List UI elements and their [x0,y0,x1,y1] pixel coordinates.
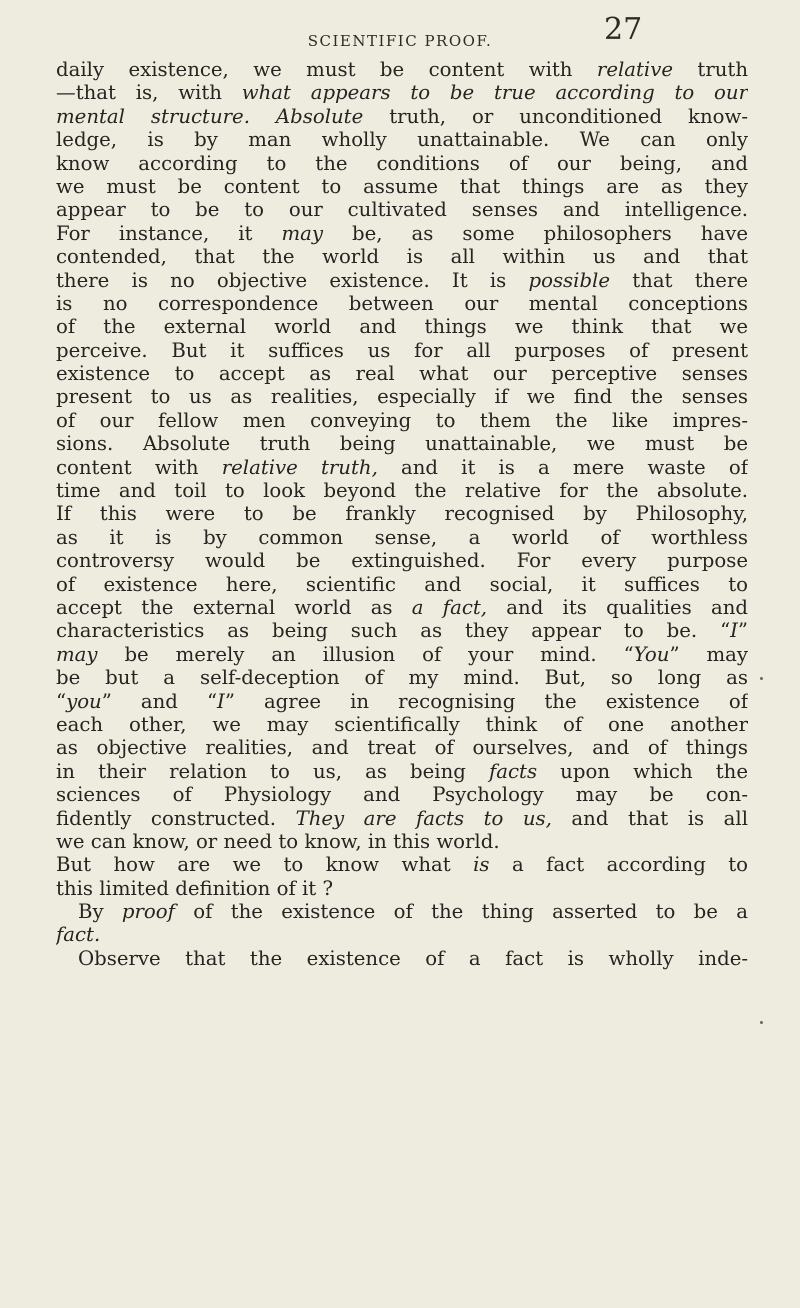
italic-text: you [66,689,102,713]
text-span: characteristics as being such as they appear to be. “ [56,619,731,643]
text-line [56,923,748,946]
text-span: ” may [669,642,748,666]
text-span: time and toil to look beyond the relative for the absolute. [56,479,748,503]
text-span [250,105,276,128]
text-line [56,58,748,81]
text-span: and its qualities and [487,595,748,619]
text-line [56,409,748,432]
text-span: For instance, it [56,221,282,245]
text-span: as it is by common sense, a world of worthless [56,525,748,549]
text-span: —that is, with [56,81,242,105]
text-span: By [78,900,122,924]
italic-text: may [56,642,98,666]
text-span: know according to the conditions of our being, and [56,151,748,175]
page-number: 27 [604,12,643,47]
text-line [56,573,748,596]
text-span: content with [56,455,222,479]
text-span: be but a self-deception of my mind. But, so long as [56,666,748,690]
italic-text: I [217,689,225,713]
text-span: as objective realities, and treat of ourselves, and of things [56,736,748,760]
text-span: that there [610,268,748,292]
text-span: fidently constructed. [56,806,296,830]
text-span: be merely an illusion of your mind. “ [97,642,634,666]
text-line [56,432,748,455]
italic-text: You [633,642,670,666]
print-speck [760,1021,763,1024]
text-span: truth, or unconditioned know- [363,104,748,128]
text-line [56,222,748,245]
running-head-title: SCIENTIFIC PROOF. [307,32,493,50]
text-span: controversy would be extinguished. For every purpose [56,549,748,573]
text-line [56,643,748,666]
running-head [0,12,800,50]
italic-text: is [473,853,490,877]
text-line [56,315,748,338]
text-span: of our fellow men conveying to them the like impres- [56,408,748,432]
italic-text: Absolute [275,104,364,128]
text-line [56,81,748,104]
text-line [56,105,748,128]
text-span: we must be content to assume that things are as they [56,174,748,198]
text-line [56,269,748,292]
italic-text: relative truth, [221,455,378,479]
text-line [56,900,748,923]
text-span: existence to accept as real what our perceptive senses [56,362,748,386]
body-text [56,58,748,970]
text-span: of the external world and things we think that we [56,315,748,339]
text-span: each other, we may scientifically think of one another [56,712,748,736]
italic-text: mental structure. [56,104,250,128]
text-span: appear to be to our cultivated senses and intelligence. [56,198,748,222]
text-span: in their relation to us, as being [56,759,489,783]
text-span: contended, that the world is all within us and that [56,245,748,269]
text-span: and that is all [551,806,748,830]
text-span: perceive. But it suffices us for all purposes of present [56,338,748,362]
print-speck [760,677,763,680]
text-span: truth [672,58,748,81]
text-line [56,713,748,736]
text-line [56,690,748,713]
text-line [56,502,748,525]
text-line [56,152,748,175]
text-line [56,783,748,806]
text-span: we can know, or need to know, in this world. [56,829,500,853]
text-line [56,198,748,221]
text-span: and it is a mere waste of [377,455,748,479]
text-span: of the existence of the thing asserted to be a [174,900,748,924]
text-span: be, as some philosophers have [322,221,748,245]
text-span: present to us as realities, especially if we find the senses [56,385,748,409]
italic-text: fact. [56,923,101,947]
text-line [56,807,748,830]
text-span: ledge, is by man wholly unattainable. We can only [56,128,748,152]
text-span: sions. Absolute truth being unattainable, we must be [56,432,748,456]
text-span: “ [56,689,67,713]
text-line [56,479,748,502]
text-line [56,666,748,689]
text-line [56,830,748,853]
text-line [56,736,748,759]
italic-text: proof [121,900,175,924]
text-line [56,385,748,408]
text-span: ” agree in recognising the existence of [224,689,748,713]
text-span: ” [737,619,748,643]
text-span: a fact according to [489,853,748,877]
text-line [56,549,748,572]
text-span: of existence here, scientific and social, it suffices to [56,572,748,596]
text-line [56,128,748,151]
text-line [56,596,748,619]
text-line [56,526,748,549]
text-span: ” and “ [101,689,218,713]
text-span: But how are we to know what [56,853,474,877]
text-span: accept the external world as [56,595,412,619]
text-line [56,245,748,268]
text-line [56,853,748,876]
text-span: is no correspondence between our mental conceptions [56,291,748,315]
italic-text: facts [489,759,538,783]
text-span: daily existence, we must be content with [56,58,597,81]
text-span: there is no objective existence. It is [56,268,529,292]
text-line [56,292,748,315]
text-span: upon which the [537,759,748,783]
text-span: this limited definition of it ? [56,876,334,900]
italic-text: They are facts to us, [295,806,552,830]
text-line [56,362,748,385]
italic-text: possible [528,268,610,292]
italic-text: may [281,221,323,245]
text-line [56,619,748,642]
italic-text: a fact, [411,595,488,619]
text-line [56,877,748,900]
text-span: Observe that the existence of a fact is wholly inde- [78,946,748,970]
text-span: sciences of Physiology and Psychology may be con- [56,783,748,807]
text-line [56,339,748,362]
text-span: If this were to be frankly recognised by Philosophy, [56,502,748,526]
text-line [56,947,748,970]
text-line [56,175,748,198]
text-line [56,760,748,783]
italic-text: what appears to be true according to our [241,81,748,105]
text-line [56,456,748,479]
italic-text: I [730,619,738,643]
italic-text: relative [596,58,673,81]
